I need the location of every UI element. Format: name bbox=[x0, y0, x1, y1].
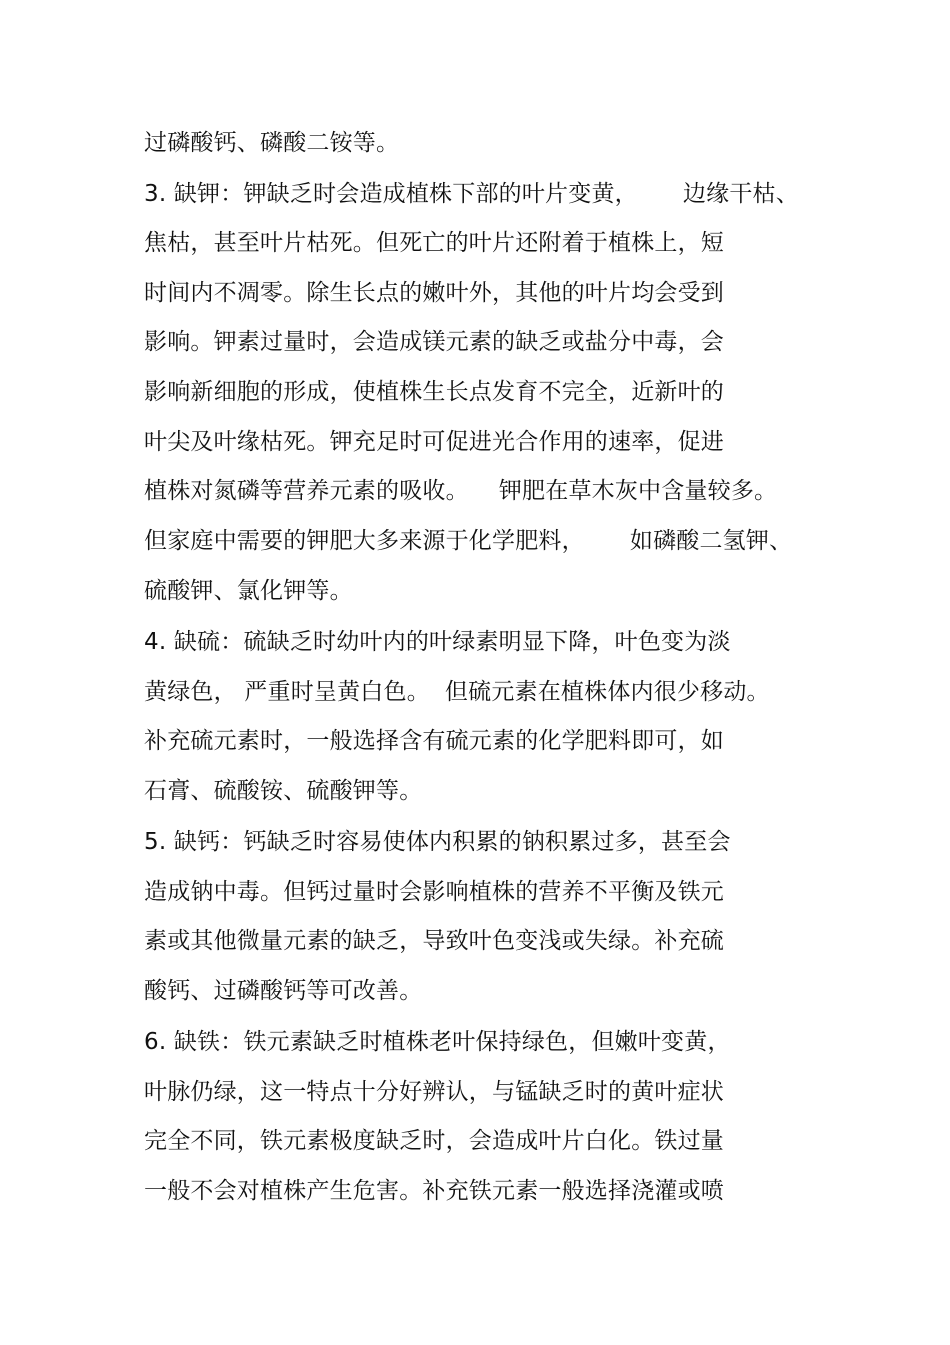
text-line-12: 黄绿色， 严重时呈黄白色。 但硫元素在植株体内很少移动。 bbox=[144, 679, 770, 705]
text-line-7: 叶尖及叶缘枯死。钾充足时可促进光合作用的速率，促进 bbox=[144, 429, 724, 455]
text-line-10: 硫酸钾、氯化钾等。 bbox=[144, 578, 353, 604]
text-line-18: 酸钙、过磷酸钙等可改善。 bbox=[144, 978, 423, 1004]
text-line-21: 完全不同，铁元素极度缺乏时，会造成叶片白化。铁过量 bbox=[144, 1128, 724, 1154]
text-line-2: 3. 缺钾：钾缺乏时会造成植株下部的叶片变黄， 边缘干枯、 bbox=[144, 181, 799, 207]
text-line-16: 造成钠中毒。但钙过量时会影响植株的营养不平衡及铁元 bbox=[144, 879, 724, 905]
text-line-15: 5. 缺钙：钙缺乏时容易使体内积累的钠积累过多，甚至会 bbox=[144, 829, 731, 855]
text-line-20: 叶脉仍绿，这一特点十分好辨认，与锰缺乏时的黄叶症状 bbox=[144, 1079, 724, 1105]
text-line-4: 时间内不凋零。除生长点的嫩叶外，其他的叶片均会受到 bbox=[144, 280, 724, 306]
text-line-13: 补充硫元素时，一般选择含有硫元素的化学肥料即可，如 bbox=[144, 728, 724, 754]
text-line-6: 影响新细胞的形成，使植株生长点发育不完全，近新叶的 bbox=[144, 379, 724, 405]
text-line-1: 过磷酸钙、磷酸二铵等。 bbox=[144, 130, 400, 156]
text-line-9: 但家庭中需要的钾肥大多来源于化学肥料， 如磷酸二氢钾、 bbox=[144, 528, 793, 554]
text-line-3: 焦枯，甚至叶片枯死。但死亡的叶片还附着于植株上，短 bbox=[144, 230, 724, 256]
text-line-11: 4. 缺硫：硫缺乏时幼叶内的叶绿素明显下降，叶色变为淡 bbox=[144, 629, 731, 655]
text-line-5: 影响。钾素过量时，会造成镁元素的缺乏或盐分中毒，会 bbox=[144, 329, 724, 355]
text-line-19: 6. 缺铁：铁元素缺乏时植株老叶保持绿色，但嫩叶变黄， bbox=[144, 1029, 731, 1055]
text-line-22: 一般不会对植株产生危害。补充铁元素一般选择浇灌或喷 bbox=[144, 1178, 724, 1204]
text-line-17: 素或其他微量元素的缺乏，导致叶色变浅或失绿。补充硫 bbox=[144, 928, 724, 954]
text-line-14: 石膏、硫酸铵、硫酸钾等。 bbox=[144, 778, 423, 804]
text-line-8: 植株对氮磷等营养元素的吸收。 钾肥在草木灰中含量较多。 bbox=[144, 478, 778, 504]
